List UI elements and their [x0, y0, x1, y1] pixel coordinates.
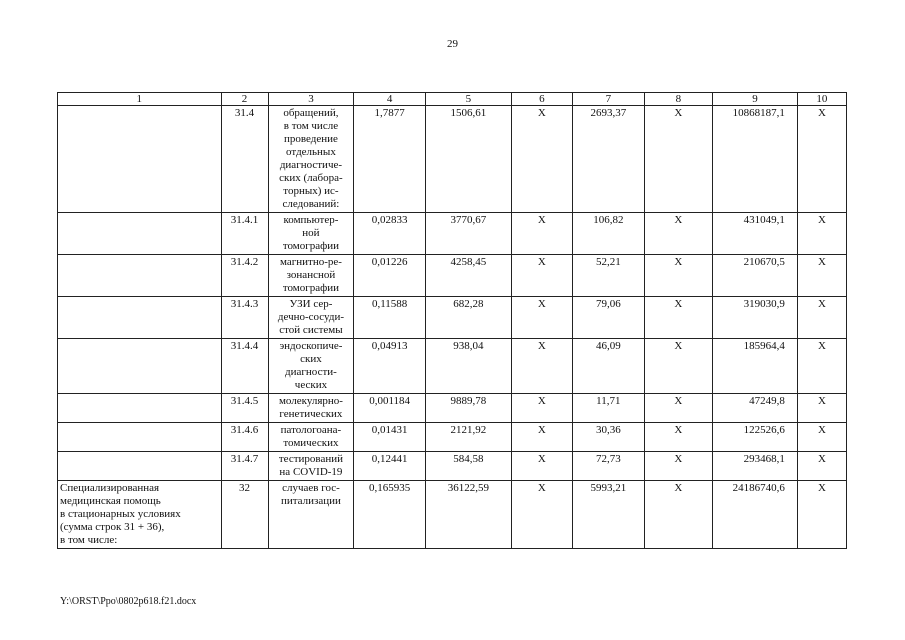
table-cell-c7: 79,06 — [573, 297, 645, 339]
table-cell-c2: 31.4.6 — [221, 423, 268, 452]
column-header: 2 — [221, 93, 268, 106]
table-cell-c10: Х — [797, 106, 846, 213]
table-cell-c4: 0,165935 — [354, 481, 426, 549]
table-cell-c3: случаев гос- питализации — [268, 481, 354, 549]
table-cell-c8: Х — [644, 297, 712, 339]
column-header: 1 — [58, 93, 222, 106]
column-header: 7 — [573, 93, 645, 106]
column-header: 9 — [713, 93, 798, 106]
table-row — [58, 394, 847, 423]
table-cell-c2: 31.4.4 — [221, 339, 268, 394]
table-cell-c6: Х — [511, 106, 572, 213]
table-cell-c2: 31.4.2 — [221, 255, 268, 297]
page-number: 29 — [447, 38, 458, 50]
table-cell-c1 — [58, 106, 222, 213]
table-cell-c8: Х — [644, 255, 712, 297]
table-cell-c1 — [58, 394, 222, 423]
table-row — [58, 481, 847, 549]
table-cell-c1 — [58, 297, 222, 339]
table-cell-c6: Х — [511, 394, 572, 423]
table-cell-c4: 0,001184 — [354, 394, 426, 423]
table-cell-c4: 0,01226 — [354, 255, 426, 297]
table-cell-c3: компьютер- ной томографии — [268, 213, 354, 255]
table-cell-c6: Х — [511, 213, 572, 255]
table-cell-c3: патологоана- томических — [268, 423, 354, 452]
table-cell-c5: 4258,45 — [425, 255, 511, 297]
table-cell-c8: Х — [644, 394, 712, 423]
table-cell-c7: 72,73 — [573, 452, 645, 481]
table-cell-c5: 9889,78 — [425, 394, 511, 423]
table-cell-c5: 584,58 — [425, 452, 511, 481]
table-cell-c5: 1506,61 — [425, 106, 511, 213]
table-cell-c2: 31.4.3 — [221, 297, 268, 339]
table-cell-c8: Х — [644, 452, 712, 481]
table-cell-c5: 938,04 — [425, 339, 511, 394]
table-row — [58, 255, 847, 297]
table-cell-c10: Х — [797, 423, 846, 452]
table-cell-c8: Х — [644, 213, 712, 255]
table-cell-c8: Х — [644, 106, 712, 213]
table-cell-c6: Х — [511, 481, 572, 549]
table-cell-c7: 2693,37 — [573, 106, 645, 213]
table-cell-c2: 31.4.5 — [221, 394, 268, 423]
table-cell-c5: 682,28 — [425, 297, 511, 339]
table-cell-c6: Х — [511, 452, 572, 481]
table-cell-c5: 2121,92 — [425, 423, 511, 452]
column-header: 10 — [797, 93, 846, 106]
table-row — [58, 106, 847, 213]
table-cell-c4: 0,11588 — [354, 297, 426, 339]
table-header-row — [58, 93, 847, 106]
table-cell-c7: 5993,21 — [573, 481, 645, 549]
table-cell-c8: Х — [644, 481, 712, 549]
table-cell-c2: 31.4.1 — [221, 213, 268, 255]
table-cell-c9: 210670,5 — [713, 255, 798, 297]
table-row — [58, 452, 847, 481]
table-cell-c10: Х — [797, 297, 846, 339]
table-cell-c6: Х — [511, 255, 572, 297]
table-cell-c1 — [58, 423, 222, 452]
table-cell-c8: Х — [644, 339, 712, 394]
table-cell-c3: тестирований на COVID-19 — [268, 452, 354, 481]
table-cell-c6: Х — [511, 297, 572, 339]
table-cell-c9: 10868187,1 — [713, 106, 798, 213]
table-cell-c5: 3770,67 — [425, 213, 511, 255]
table-cell-c9: 431049,1 — [713, 213, 798, 255]
table-cell-c4: 0,02833 — [354, 213, 426, 255]
table-cell-c10: Х — [797, 255, 846, 297]
table-cell-c10: Х — [797, 481, 846, 549]
data-table — [57, 92, 847, 549]
table-cell-c3: обращений, в том числе проведение отдельных диагностиче- ских (лабора- торных) ис- следований: — [268, 106, 354, 213]
table-cell-c9: 122526,6 — [713, 423, 798, 452]
table-cell-c10: Х — [797, 394, 846, 423]
table-cell-c2: 31.4.7 — [221, 452, 268, 481]
table-cell-c5: 36122,59 — [425, 481, 511, 549]
table-cell-c9: 319030,9 — [713, 297, 798, 339]
table-cell-c9: 24186740,6 — [713, 481, 798, 549]
table-cell-c3: эндоскопиче- ских диагности- ческих — [268, 339, 354, 394]
column-header: 5 — [425, 93, 511, 106]
table-cell-c9: 293468,1 — [713, 452, 798, 481]
table-cell-c6: Х — [511, 339, 572, 394]
table-cell-c10: Х — [797, 339, 846, 394]
table-row — [58, 339, 847, 394]
table-cell-c7: 30,36 — [573, 423, 645, 452]
column-header: 4 — [354, 93, 426, 106]
table-cell-c10: Х — [797, 213, 846, 255]
table-cell-c7: 52,21 — [573, 255, 645, 297]
table-cell-c7: 106,82 — [573, 213, 645, 255]
table-cell-c2: 32 — [221, 481, 268, 549]
table-cell-c1 — [58, 213, 222, 255]
table-cell-c4: 1,7877 — [354, 106, 426, 213]
table-cell-c8: Х — [644, 423, 712, 452]
table-cell-c4: 0,04913 — [354, 339, 426, 394]
table-cell-c6: Х — [511, 423, 572, 452]
table-cell-c3: магнитно-ре- зонансной томографии — [268, 255, 354, 297]
footer-file-path: Y:\ORST\Ppo\0802p618.f21.docx — [60, 596, 197, 607]
table-cell-c4: 0,12441 — [354, 452, 426, 481]
table-cell-c1 — [58, 339, 222, 394]
table-cell-c3: молекулярно- генетических — [268, 394, 354, 423]
table-cell-c1 — [58, 255, 222, 297]
table-cell-c1: Специализированная медицинская помощь в стационарных условиях (сумма строк 31 + 36), в том числе: — [58, 481, 222, 549]
table-cell-c7: 11,71 — [573, 394, 645, 423]
table-cell-c7: 46,09 — [573, 339, 645, 394]
column-header: 6 — [511, 93, 572, 106]
table-cell-c9: 185964,4 — [713, 339, 798, 394]
table-cell-c9: 47249,8 — [713, 394, 798, 423]
table-cell-c1 — [58, 452, 222, 481]
column-header: 3 — [268, 93, 354, 106]
table-row — [58, 297, 847, 339]
table-cell-c10: Х — [797, 452, 846, 481]
table-row — [58, 423, 847, 452]
table-cell-c4: 0,01431 — [354, 423, 426, 452]
table-cell-c2: 31.4 — [221, 106, 268, 213]
table-row — [58, 213, 847, 255]
column-header: 8 — [644, 93, 712, 106]
table-cell-c3: УЗИ сер- дечно-сосуди- стой системы — [268, 297, 354, 339]
